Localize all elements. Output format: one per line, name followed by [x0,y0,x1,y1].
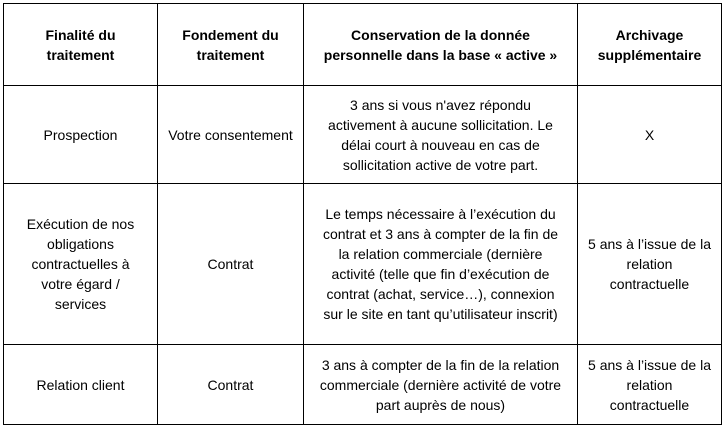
table-row [4,345,722,425]
header-purpose: Finalité du traitement [4,4,158,86]
cell-purpose: Prospection [4,86,158,184]
cell-purpose: Relation client [4,345,158,425]
cell-active-retention: 3 ans si vous n'avez répondu activement à aucune sollicitation. Le délai court à nouveau en cas de sollicitation active de votre part. [304,86,578,184]
header-additional-archiving: Archivage supplémentaire [578,4,722,86]
cell-legal-basis: Contrat [158,345,304,425]
cell-additional-archiving: 5 ans à l’issue de la relation contractuelle [578,345,722,425]
header-legal-basis: Fondement du traitement [158,4,304,86]
data-retention-table [3,3,722,425]
cell-active-retention: Le temps nécessaire à l’exécution du contrat et 3 ans à compter de la fin de la relation commerciale (dernière activité (telle que fin d’exécution de contrat (achat, service…), connexion sur le site en tant qu’utilisateur inscrit) [304,184,578,345]
cell-active-retention: 3 ans à compter de la fin de la relation commerciale (dernière activité de votre part auprès de nous) [304,345,578,425]
cell-legal-basis: Contrat [158,184,304,345]
cell-additional-archiving: 5 ans à l’issue de la relation contractuelle [578,184,722,345]
table-row [4,184,722,345]
table-header-row [4,4,722,86]
cell-additional-archiving: X [578,86,722,184]
cell-legal-basis: Votre consentement [158,86,304,184]
header-active-retention: Conservation de la donnée personnelle dans la base « active » [304,4,578,86]
cell-purpose: Exécution de nos obligations contractuelles à votre égard / services [4,184,158,345]
table-row [4,86,722,184]
